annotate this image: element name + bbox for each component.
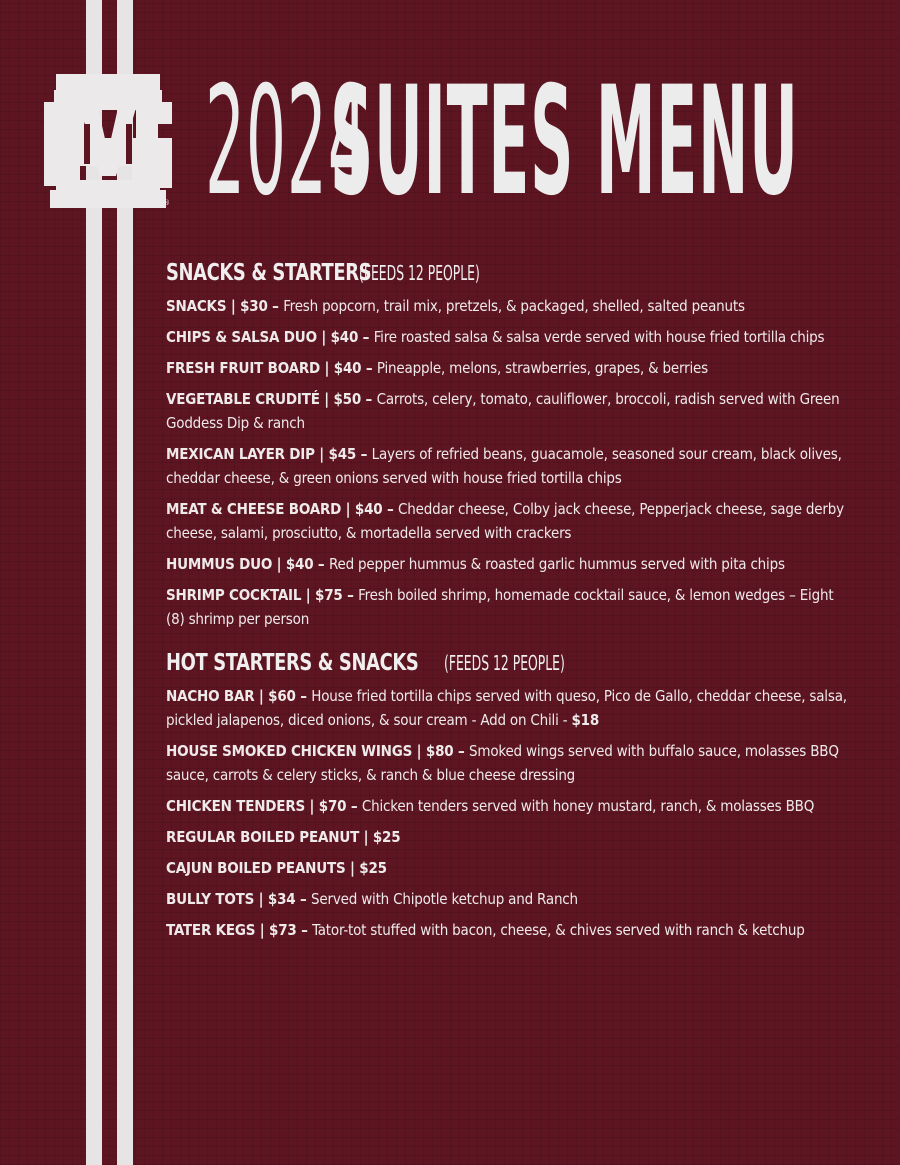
dash-separator: –: [382, 500, 399, 518]
dash-separator: –: [296, 921, 313, 939]
menu-item-description: Chicken tenders served with honey mustard, ranch, & molasses BBQ: [361, 797, 815, 815]
dash-separator: –: [361, 359, 377, 377]
ms-logo-icon: [44, 72, 172, 210]
dash-separator: –: [295, 890, 312, 908]
menu-item: [166, 442, 856, 490]
menu-item-description: Served with Chipotle ketchup and Ranch: [311, 890, 578, 908]
menu-item-price: $40: [330, 328, 359, 346]
menu-item-name: CHIPS & SALSA DUO: [166, 328, 317, 346]
section-subheading: (FEEDS 12 PEOPLE): [443, 651, 565, 675]
menu-item: [166, 325, 856, 349]
pipe-separator: |: [316, 328, 331, 346]
menu-item-name: CHICKEN TENDERS: [166, 797, 306, 815]
menu-item-description: Red pepper hummus & roasted garlic hummus served with pita chips: [328, 555, 785, 573]
pipe-separator: |: [314, 445, 329, 463]
section-heading: SNACKS & STARTERS: [166, 260, 372, 286]
menu-item-description: Cheddar cheese, Colby jack cheese, Pepperjack cheese, sage derby cheese, salami, prosciutto, & mortadella served with crackers: [166, 500, 844, 542]
menu-item-price: $80: [425, 742, 454, 760]
menu-item: [166, 552, 856, 576]
menu-item-name: CAJUN BOILED PEANUTS: [166, 859, 346, 877]
menu-item-price: $50: [333, 390, 362, 408]
pipe-separator: |: [345, 859, 360, 877]
menu-item: [166, 583, 856, 631]
dash-separator: –: [295, 687, 312, 705]
menu-item-price: $45: [328, 445, 357, 463]
menu-item: [166, 294, 856, 318]
pipe-separator: |: [255, 921, 270, 939]
menu-item: [166, 887, 856, 911]
dash-separator: –: [361, 390, 377, 408]
menu-item-price: $40: [285, 555, 314, 573]
menu-content: [166, 258, 856, 949]
menu-item: [166, 387, 856, 435]
menu-item-name: HUMMUS DUO: [166, 555, 273, 573]
menu-item: [166, 497, 856, 545]
registered-mark: ®: [163, 199, 170, 207]
menu-item-name: SNACKS: [166, 297, 227, 315]
menu-item-name: MEAT & CHEESE BOARD: [166, 500, 342, 518]
menu-item-price: $73: [269, 921, 297, 939]
menu-item-price: $70: [318, 797, 347, 815]
section-heading: HOT STARTERS & SNACKS: [166, 650, 419, 676]
menu-item-description: House fried tortilla chips served with queso, Pico de Gallo, cheddar cheese, salsa, pickled jalapenos, diced onions, & sour cream - Add on Chili -: [166, 687, 847, 729]
menu-item-price: $25: [372, 828, 401, 846]
menu-item-price: $75: [315, 586, 343, 604]
pipe-separator: |: [301, 586, 316, 604]
menu-item-description: Smoked wings served with buffalo sauce, molasses BBQ sauce, carrots & celery sticks, & ranch & blue cheese dressing: [166, 742, 839, 784]
menu-item-name: REGULAR BOILED PEANUT: [166, 828, 360, 846]
pipe-separator: |: [272, 555, 286, 573]
menu-item: [166, 856, 856, 880]
menu-item-description: Carrots, celery, tomato, cauliflower, broccoli, radish served with Green Goddess Dip & ranch: [166, 390, 840, 432]
dash-separator: –: [356, 445, 372, 463]
menu-item-price: $30: [240, 297, 268, 315]
pipe-separator: |: [305, 797, 319, 815]
menu-item-name: NACHO BAR: [166, 687, 255, 705]
pipe-separator: |: [412, 742, 426, 760]
menu-item-price: $40: [333, 359, 362, 377]
menu-item: [166, 918, 856, 942]
menu-item-name: HOUSE SMOKED CHICKEN WINGS: [166, 742, 413, 760]
menu-item: [166, 794, 856, 818]
menu-item-price: $34: [267, 890, 296, 908]
pipe-separator: |: [359, 828, 373, 846]
dash-separator: –: [342, 586, 359, 604]
dash-separator: –: [453, 742, 469, 760]
title-main: SUITES MENU: [330, 55, 799, 229]
menu-item-price: $40: [354, 500, 383, 518]
pipe-separator: |: [226, 297, 241, 315]
menu-item-description: Layers of refried beans, guacamole, seasoned sour cream, black olives, cheddar cheese, & green onions served with house fried tortilla chips: [166, 445, 842, 487]
menu-item-description: Tator-tot stuffed with bacon, cheese, & chives served with ranch & ketchup: [312, 921, 805, 939]
section-items-snacks-starters: [166, 294, 856, 631]
menu-item-name: MEXICAN LAYER DIP: [166, 445, 315, 463]
menu-item-description: Fire roasted salsa & salsa verde served with house fried tortilla chips: [373, 328, 825, 346]
menu-item-name: FRESH FRUIT BOARD: [166, 359, 321, 377]
dash-separator: –: [358, 328, 374, 346]
pipe-separator: |: [254, 890, 268, 908]
menu-item-name: SHRIMP COCKTAIL: [166, 586, 302, 604]
menu-item-name: TATER KEGS: [166, 921, 256, 939]
menu-item-description: Fresh popcorn, trail mix, pretzels, & packaged, shelled, salted peanuts: [283, 297, 745, 315]
menu-item-description: Fresh boiled shrimp, homemade cocktail sauce, & lemon wedges – Eight (8) shrimp per person: [166, 586, 834, 628]
title-year: 2024: [205, 55, 369, 229]
menu-item: [166, 356, 856, 380]
pipe-separator: |: [319, 390, 334, 408]
dash-separator: –: [346, 797, 362, 815]
menu-item: [166, 739, 856, 787]
pipe-separator: |: [320, 359, 334, 377]
menu-item-price: $25: [359, 859, 387, 877]
menu-item: [166, 684, 856, 732]
addon-price: $18: [571, 711, 600, 729]
menu-item-name: BULLY TOTS: [166, 890, 255, 908]
pipe-separator: |: [254, 687, 269, 705]
pipe-separator: |: [341, 500, 355, 518]
section-items-hot-starters: [166, 684, 856, 942]
section-subheading: (FEEDS 12 PEOPLE): [359, 261, 480, 285]
menu-item-description: Pineapple, melons, strawberries, grapes, & berries: [376, 359, 708, 377]
dash-separator: –: [313, 555, 329, 573]
menu-item: [166, 825, 856, 849]
page-title: [205, 55, 900, 229]
section-title-hot-starters: [166, 648, 856, 678]
menu-item-name: VEGETABLE CRUDITÉ: [166, 390, 320, 408]
menu-item-price: $60: [268, 687, 296, 705]
section-title-snacks-starters: [166, 258, 856, 288]
dash-separator: –: [267, 297, 284, 315]
